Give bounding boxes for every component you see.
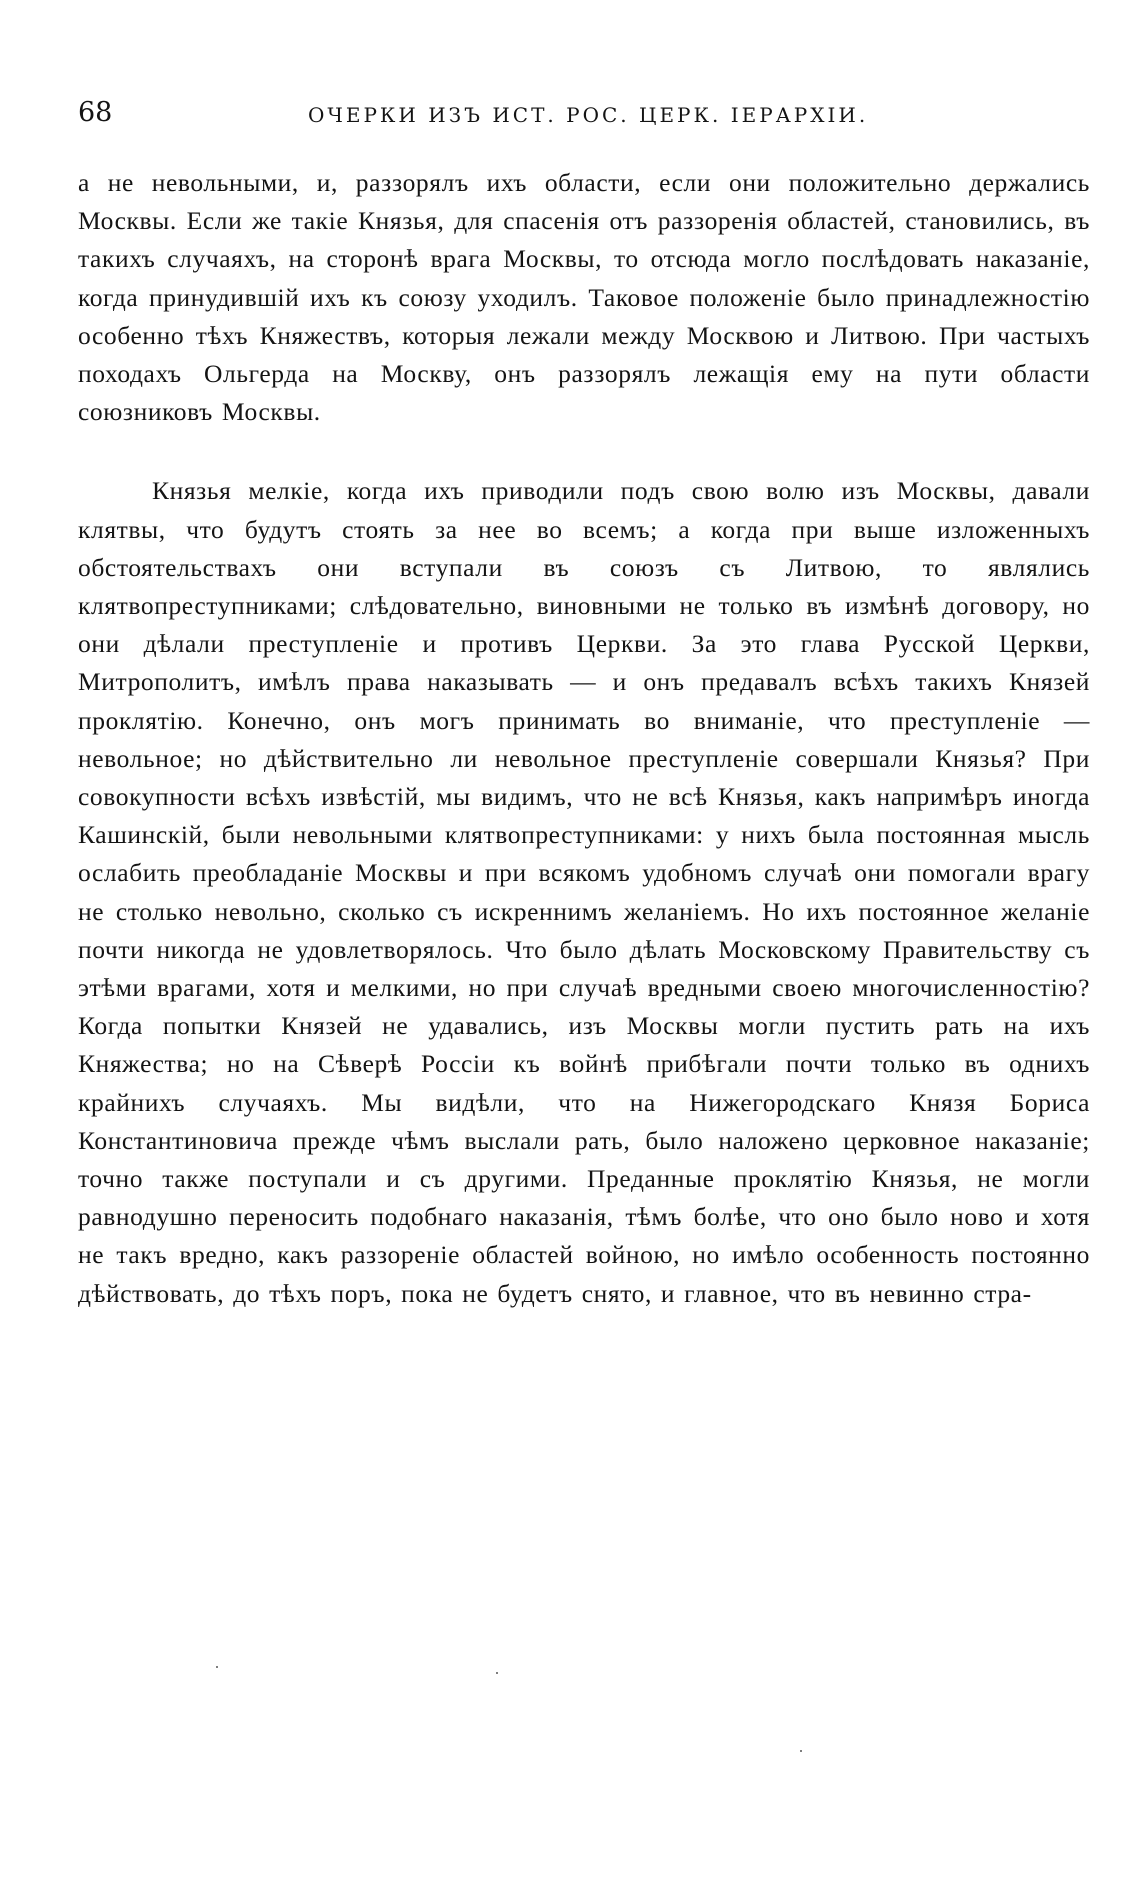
page-header xyxy=(78,96,1090,130)
paragraph-2: Князья мелкіе, когда ихъ приводили подъ свою волю изъ Москвы, давали клятвы, что будутъ стоять за нее во всемъ; а когда при выше изложенныхъ обстоятельствахъ они вступали въ союзъ съ Литвою, то являлись клятвопреступниками; слѣдовательно, виновными не только въ измѣнѣ договору, но они дѣлали преступленіе и противъ Церкви. За это глава Русской Церкви, Митрополитъ, имѣлъ права наказывать — и онъ предавалъ всѣхъ такихъ Князей проклятію. Конечно, онъ могъ принимать во вниманіе, что преступленіе — невольное; но дѣйствительно ли невольное преступленіе совершали Князья? При совокупности всѣхъ извѣстій, мы видимъ, что не всѣ Князья, какъ напримѣръ иногда Кашинскій, были невольными клятвопреступниками: у нихъ была постоянная мысль ослабить преобладаніе Москвы и при всякомъ удобномъ случаѣ они помогали врагу не столько невольно, сколько съ искреннимъ желаніемъ. Но ихъ постоянное желаніе почти никогда не удовлетворялось. Что было дѣлать Московскому Правительству съ этѣми врагами, хотя и мелкими, но при случаѣ вредными своею многочисленностію? Когда попытки Князей не удавались, изъ Москвы могли пустить рать на ихъ Княжества; но на Сѣверѣ Россіи къ войнѣ прибѣгали почти только въ однихъ крайнихъ случаяхъ. Мы видѣли, что на Нижегородскаго Князя Бориса Константиновича прежде чѣмъ выслали рать, было наложено церковное наказаніе; точно также поступали и съ другими. Преданные проклятію Князья, не могли равнодушно переносить подобнаго наказанія, тѣмъ болѣе, что оно было ново и хотя не такъ вредно, какъ раззореніе областей войною, но имѣло особенность постоянно дѣйствовать, до тѣхъ поръ, пока не будетъ снято, и главное, что въ невинно стра- xyxy=(78,476,1090,1308)
print-speck xyxy=(496,1672,498,1674)
page-number: 68 xyxy=(78,97,113,128)
print-speck xyxy=(800,1750,802,1752)
paragraph-1: а не невольными, и, раззорялъ ихъ области, если они положительно держались Москвы. Если же такіе Князья, для спасенія отъ раззоренія областей, становились, въ такихъ случаяхъ, на сторонѣ врага Москвы, то отсюда могло послѣдовать наказаніе, когда принудившій ихъ къ союзу уходилъ. Таковое положеніе было принадлежностію особенно тѣхъ Княжествъ, которыя лежали между Москвою и Литвою. При частыхъ походахъ Ольгерда на Москву, онъ раззорялъ лежащія ему на пути области союзниковъ Москвы. xyxy=(78,168,1090,427)
running-title: ОЧЕРКИ ИЗЪ ИСТ. РОС. ЦЕРК. ІЕРАРХІИ. xyxy=(308,103,869,127)
print-speck xyxy=(216,1666,218,1668)
main-text xyxy=(78,164,1090,1313)
